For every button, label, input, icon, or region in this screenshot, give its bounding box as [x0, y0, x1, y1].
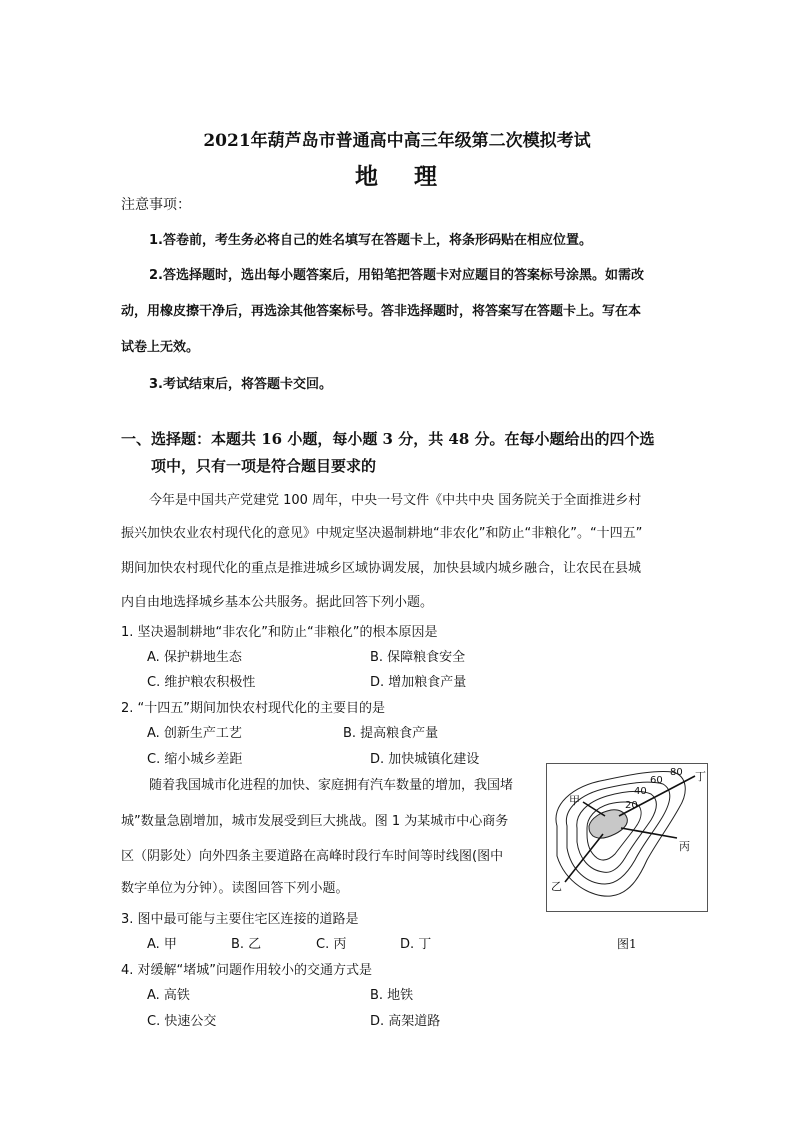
- option: D. 加快城镇化建设: [370, 752, 480, 767]
- option: D. 增加粮食产量: [370, 675, 467, 690]
- figure-caption: 图1: [617, 937, 637, 951]
- isochrone-map-svg: [547, 764, 707, 911]
- road-label-bing: 丙: [679, 840, 690, 853]
- road-jia: [583, 802, 605, 816]
- subject-title: 地 理: [355, 163, 439, 190]
- passage-line: 期间加快农村现代化的重点是推进城乡区域协调发展，加快县域内城乡融合，让农民在县城: [121, 561, 642, 576]
- passage-line: 数字单位为分钟）。读图回答下列小题。: [121, 881, 349, 896]
- contour-label: 20: [625, 800, 638, 811]
- option: D. 丁: [400, 937, 432, 952]
- option: B. 地铁: [370, 988, 414, 1003]
- road-label-ding: 丁: [695, 770, 706, 783]
- exam-title: 2021年葫芦岛市普通高中高三年级第二次模拟考试: [203, 131, 591, 151]
- note-line: 试卷上无效。: [121, 340, 200, 355]
- contour-label: 40: [634, 786, 647, 797]
- road-label-jia: 甲: [569, 794, 580, 807]
- option: A. 高铁: [147, 988, 190, 1003]
- question-stem: 3. 图中最可能与主要住宅区连接的道路是: [121, 912, 359, 927]
- contour-label: 80: [670, 767, 683, 778]
- option: C. 维护粮农积极性: [147, 675, 256, 690]
- question-stem: 2. “十四五”期间加快农村现代化的主要目的是: [121, 701, 386, 716]
- passage-line: 城”数量急剧增加，城市发展受到巨大挑战。图 1 为某城市中心商务: [121, 814, 509, 829]
- option: D. 高架道路: [370, 1014, 441, 1029]
- figure-isochrone-map: [546, 763, 708, 912]
- option: B. 提高粮食产量: [343, 726, 439, 741]
- option: C. 缩小城乡差距: [147, 752, 243, 767]
- passage-line: 振兴加快农业农村现代化的意见》中规定坚决遏制耕地“非农化”和防止“非粮化”。“十四五”: [121, 526, 643, 541]
- note-line: 动，用橡皮擦干净后，再选涂其他答案标号。答非选择题时，将答案写在答题卡上。写在本: [121, 304, 642, 319]
- option: B. 乙: [231, 937, 262, 952]
- road-label-yi: 乙: [551, 880, 562, 893]
- passage-line: 随着我国城市化进程的加快、家庭拥有汽车数量的增加，我国堵: [149, 778, 514, 793]
- note-line: 1.答卷前，考生务必将自己的姓名填写在答题卡上，将条形码贴在相应位置。: [149, 233, 592, 248]
- option: C. 快速公交: [147, 1014, 217, 1029]
- question-stem: 4. 对缓解“堵城”问题作用较小的交通方式是: [121, 963, 373, 978]
- question-stem: 1. 坚决遏制耕地“非农化”和防止“非粮化”的根本原因是: [121, 625, 438, 640]
- notes-heading: 注意事项：: [121, 197, 191, 213]
- note-line: 2.答选择题时，选出每小题答案后，用铅笔把答题卡对应题目的答案标号涂黑。如需改: [149, 268, 644, 283]
- option: B. 保障粮食安全: [370, 650, 466, 665]
- passage-line: 今年是中国共产党建党 100 周年，中央一号文件《中共中央 国务院关于全面推进乡村: [149, 493, 642, 508]
- option: A. 甲: [147, 937, 177, 952]
- note-line: 3.考试结束后，将答题卡交回。: [149, 377, 332, 392]
- contour-label: 60: [650, 775, 663, 786]
- option: C. 丙: [316, 937, 347, 952]
- section-heading: 项中，只有一项是符合题目要求的: [151, 457, 377, 475]
- passage-line: 区（阴影处）向外四条主要道路在高峰时段行车时间等时线图(图中: [121, 849, 504, 864]
- passage-line: 内自由地选择城乡基本公共服务。据此回答下列小题。: [121, 595, 434, 610]
- option: A. 保护耕地生态: [147, 650, 242, 665]
- section-heading: 一、选择题：本题共 16 小题，每小题 3 分，共 48 分。在每小题给出的四个选: [121, 430, 655, 448]
- option: A. 创新生产工艺: [147, 726, 242, 741]
